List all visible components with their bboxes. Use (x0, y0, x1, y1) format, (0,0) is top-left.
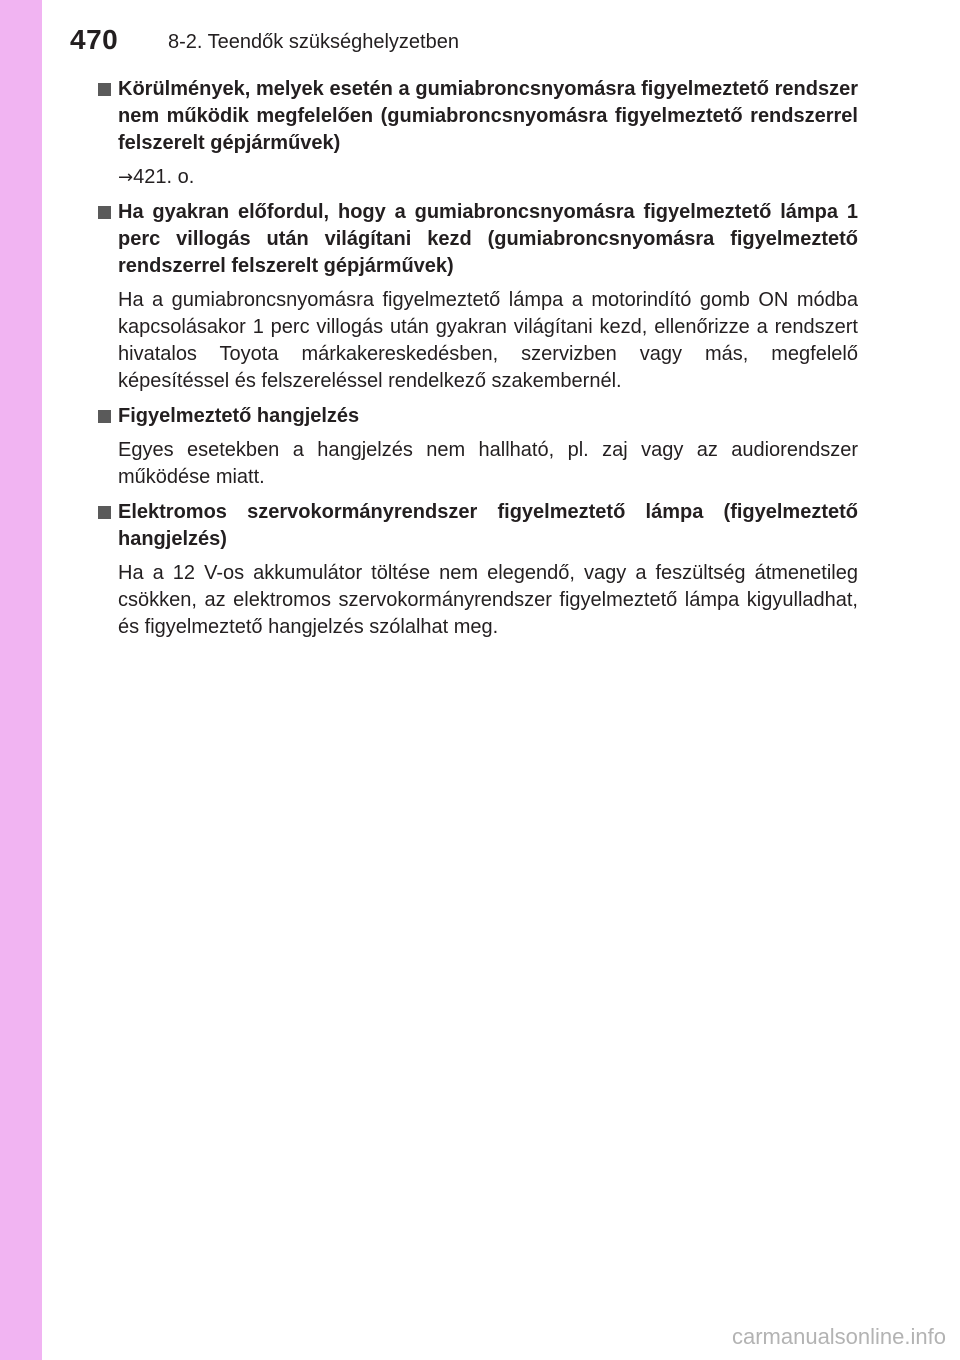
square-bullet-icon (98, 83, 111, 96)
item-heading-text: Körülmények, melyek esetén a gumiabroncsnyomásra figyelmeztető rendszer nem működik megfelelően (gumiabroncsnyomásra figyelmeztető rendszerrel felszerelt gépjárművek) (118, 78, 858, 154)
page-number: 470 (70, 24, 119, 55)
item-body-text: Ha a gumiabroncsnyomásra figyelmeztető lámpa a motorindító gomb ON módba kapcsolásakor 1 perc villogás után gyakran világítani kezd, ellenőrizze a rendszert hivatalos Toyota márkakereskedésben, szervizben vagy más, megfelelő képesítéssel és felszereléssel rendelkező szakembernél. (118, 289, 858, 392)
list-item (98, 76, 858, 191)
item-heading-text: Elektromos szervokormányrendszer figyelmeztető lámpa (figyelmeztető hangjelzés) (118, 501, 858, 550)
watermark: carmanualsonline.info (731, 1324, 946, 1349)
square-bullet-icon (98, 506, 111, 519)
item-body-text: Ha a 12 V-os akkumulátor töltése nem elegendő, vagy a feszültség átmenetileg csökken, az elektromos szervokormányrendszer figyelmeztető lámpa kigyulladhat, és figyelmeztető hangjelzés szólalhat meg. (118, 562, 858, 638)
arrow-right-icon: → (118, 167, 134, 188)
item-heading-text: Figyelmeztető hangjelzés (118, 405, 360, 427)
item-heading-text: Ha gyakran előfordul, hogy a gumiabroncsnyomásra figyelmeztető lámpa 1 perc villogás után világítani kezd (gumiabroncsnyomásra figyelmeztető rendszerrel felszerelt gépjárművek) (118, 201, 858, 277)
section-title: 8-2. Teendők szükséghelyzetben (168, 31, 459, 53)
item-heading (98, 499, 858, 553)
list-item (98, 499, 858, 641)
side-color-band (0, 0, 42, 1360)
item-heading (98, 199, 858, 280)
list-item (98, 403, 858, 491)
square-bullet-icon (98, 206, 111, 219)
list-item (98, 199, 858, 395)
page-reference-text: 421. o. (133, 166, 195, 188)
page-reference[interactable] (98, 164, 858, 191)
square-bullet-icon (98, 410, 111, 423)
page-content (98, 76, 858, 649)
item-heading (98, 403, 858, 430)
item-heading (98, 76, 858, 157)
item-body-text: Egyes esetekben a hangjelzés nem hallható, pl. zaj vagy az audiorendszer működése miatt. (118, 439, 858, 488)
